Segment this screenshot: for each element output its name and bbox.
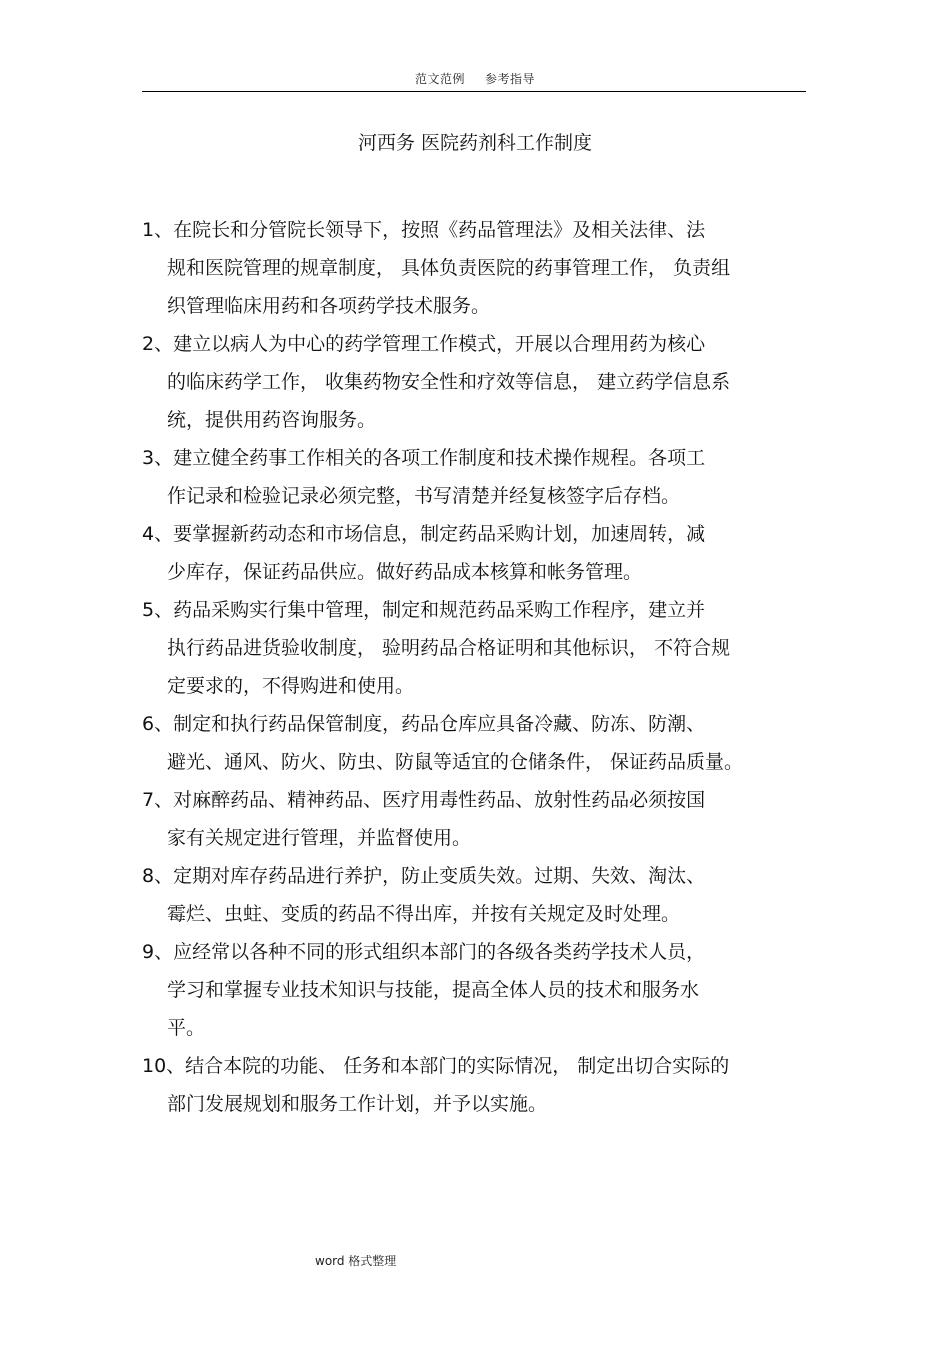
document-title: 河西务 医院药剂科工作制度: [357, 132, 593, 154]
regulation-line: 霉烂、虫蛀、变质的药品不得出库，并按有关规定及时处理。: [167, 903, 681, 925]
regulation-line: 6、制定和执行药品保管制度，药品仓库应具备冷藏、防冻、防潮、: [142, 713, 706, 735]
regulation-line: 9、应经常以各种不同的形式组织本部门的各级各类药学技术人员，: [142, 941, 706, 963]
header-divider: [142, 91, 806, 92]
regulation-line: 统，提供用药咨询服务。: [167, 409, 377, 431]
regulation-line: 7、对麻醉药品、精神药品、医疗用毒性药品、放射性药品必须按国: [142, 789, 706, 811]
regulation-item: [142, 439, 806, 515]
page-header: [0, 70, 950, 87]
regulation-item: [142, 857, 806, 933]
regulation-line: 执行药品进货验收制度， 验明药品合格证明和其他标识， 不符合规: [167, 637, 731, 659]
regulation-line: 织管理临床用药和各项药学技术服务。: [167, 295, 491, 317]
regulation-list: [142, 211, 806, 1123]
regulation-line: 8、定期对库存药品进行养护，防止变质失效。过期、失效、淘汰、: [142, 865, 706, 887]
regulation-line: 避光、通风、防火、防虫、防鼠等适宜的仓储条件， 保证药品质量。: [167, 751, 744, 773]
header-left-text: 范文范例: [414, 72, 465, 86]
regulation-item: [142, 591, 806, 705]
regulation-line: 定要求的，不得购进和使用。: [167, 675, 415, 697]
regulation-line: 1、在院长和分管院长领导下，按照《药品管理法》及相关法律、法: [142, 219, 706, 241]
regulation-item: [142, 1047, 806, 1123]
regulation-item: [142, 515, 806, 591]
regulation-line: 2、建立以病人为中心的药学管理工作模式，开展以合理用药为核心: [142, 333, 706, 355]
regulation-line: 作记录和检验记录必须完整，书写清楚并经复核签字后存档。: [167, 485, 681, 507]
regulation-line: 家有关规定进行管理，并监督使用。: [167, 827, 472, 849]
header-right-text: 参考指导: [485, 72, 536, 86]
regulation-item: [142, 933, 806, 1047]
regulation-line: 学习和掌握专业技术知识与技能，提高全体人员的技术和服务水: [167, 979, 700, 1001]
regulation-line: 的临床药学工作， 收集药物安全性和疗效等信息， 建立药学信息系: [167, 371, 731, 393]
regulation-line: 平。: [167, 1017, 206, 1039]
regulation-line: 10、结合本院的功能、 任务和本部门的实际情况， 制定出切合实际的: [142, 1055, 730, 1077]
regulation-line: 部门发展规划和服务工作计划，并予以实施。: [167, 1093, 548, 1115]
regulation-item: [142, 781, 806, 857]
regulation-item: [142, 325, 806, 439]
page-footer: word 格式整理: [315, 1254, 397, 1268]
regulation-item: [142, 211, 806, 325]
regulation-line: 5、药品采购实行集中管理，制定和规范药品采购工作程序，建立并: [142, 599, 706, 621]
regulation-line: 4、要掌握新药动态和市场信息，制定药品采购计划，加速周转，减: [142, 523, 706, 545]
regulation-line: 规和医院管理的规章制度， 具体负责医院的药事管理工作， 负责组: [167, 257, 731, 279]
regulation-line: 3、建立健全药事工作相关的各项工作制度和技术操作规程。各项工: [142, 447, 706, 469]
regulation-item: [142, 705, 806, 781]
regulation-line: 少库存，保证药品供应。做好药品成本核算和帐务管理。: [167, 561, 643, 583]
